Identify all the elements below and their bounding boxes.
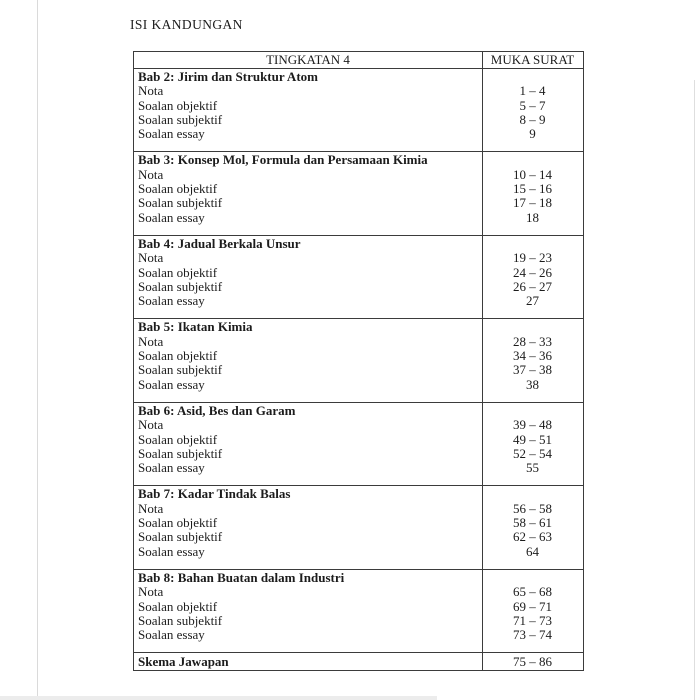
- section-title-row: [134, 404, 583, 418]
- row-label: Nota: [138, 83, 164, 99]
- row-pages: 39 – 48: [513, 417, 552, 433]
- column-header-tingkatan-4: TINGKATAN 4: [266, 52, 350, 67]
- section-title-row: [134, 487, 583, 501]
- row-label: Nota: [138, 250, 164, 266]
- row-pages: 37 – 38: [513, 362, 552, 378]
- toc-row: [134, 418, 583, 432]
- toc-section: [134, 403, 583, 486]
- row-pages: 17 – 18: [513, 195, 552, 211]
- row-label: Soalan subjektif: [138, 362, 223, 378]
- toc-row: [134, 266, 583, 280]
- toc-section: [134, 653, 583, 670]
- row-pages: 64: [526, 543, 539, 559]
- scan-artifact-bottom: [0, 696, 437, 700]
- page-edge-line-left: [37, 0, 38, 700]
- row-label: Soalan subjektif: [138, 529, 223, 545]
- row-label: Nota: [138, 500, 164, 516]
- row-pages: 24 – 26: [513, 264, 552, 280]
- section-title-pages: [482, 404, 583, 418]
- row-pages: 56 – 58: [513, 500, 552, 516]
- section-title-pages: 75 – 86: [513, 654, 552, 670]
- toc-row: [134, 545, 583, 559]
- row-pages: 69 – 71: [513, 598, 552, 614]
- toc-row: [134, 433, 583, 447]
- toc-row: [134, 628, 583, 642]
- section-title: Bab 2: Jirim dan Struktur Atom: [138, 69, 318, 84]
- toc-row: [134, 349, 583, 363]
- section-title-row: [134, 571, 583, 585]
- row-label: Soalan subjektif: [138, 612, 223, 628]
- row-pages: 28 – 33: [513, 333, 552, 349]
- row-pages: 38: [526, 376, 539, 392]
- row-pages: 52 – 54: [513, 445, 552, 461]
- row-pages: 27: [526, 293, 539, 309]
- row-label: Soalan objektif: [138, 431, 218, 447]
- column-header-muka-surat: MUKA SURAT: [490, 52, 575, 67]
- row-pages: 49 – 51: [513, 431, 552, 447]
- row-label: Soalan essay: [138, 293, 205, 309]
- section-title-row: [134, 320, 583, 334]
- toc-row: [134, 182, 583, 196]
- toc-row: [134, 211, 583, 225]
- toc-section: [134, 319, 583, 402]
- row-label: Soalan essay: [138, 376, 205, 392]
- row-pages: 55: [526, 460, 539, 476]
- row-label: Soalan subjektif: [138, 278, 223, 294]
- row-label: Soalan objektif: [138, 97, 218, 113]
- section-title-pages: [482, 70, 583, 84]
- toc-row: [134, 113, 583, 127]
- toc-row: [134, 280, 583, 294]
- section-title: Bab 7: Kadar Tindak Balas: [138, 486, 291, 502]
- row-label: Nota: [138, 166, 164, 182]
- toc-table: [133, 51, 584, 671]
- section-title-pages: [482, 237, 583, 251]
- toc-row: [134, 99, 583, 113]
- row-label: Soalan subjektif: [138, 195, 223, 211]
- toc-row: [134, 447, 583, 461]
- section-title-pages: [482, 487, 583, 501]
- section-title-row: [134, 153, 583, 167]
- row-pages: 65 – 68: [513, 584, 552, 600]
- toc-row: [134, 530, 583, 544]
- row-pages: 15 – 16: [513, 181, 552, 197]
- toc-sections: [134, 69, 583, 670]
- section-title-pages: [482, 571, 583, 585]
- row-pages: 62 – 63: [513, 529, 552, 545]
- row-label: Soalan subjektif: [138, 111, 223, 127]
- row-label: Soalan essay: [138, 543, 205, 559]
- toc-row: [134, 363, 583, 377]
- row-pages: 58 – 61: [513, 515, 552, 531]
- page-edge-line-right: [694, 80, 695, 700]
- row-pages: 5 – 7: [519, 97, 546, 113]
- section-title: Bab 3: Konsep Mol, Formula dan Persamaan Kimia: [138, 152, 428, 168]
- row-label: Nota: [138, 584, 164, 600]
- toc-row: [134, 294, 583, 308]
- toc-row: [134, 600, 583, 614]
- row-pages: 73 – 74: [513, 627, 552, 643]
- row-pages: 34 – 36: [513, 348, 552, 364]
- toc-row: [134, 196, 583, 210]
- section-title-row: [134, 653, 583, 670]
- row-label: Soalan essay: [138, 126, 205, 142]
- section-title: Bab 6: Asid, Bes dan Garam: [138, 402, 296, 418]
- row-label: Soalan objektif: [138, 515, 218, 531]
- row-pages: 19 – 23: [513, 250, 552, 266]
- row-pages: 9: [529, 126, 536, 142]
- toc-section: [134, 570, 583, 653]
- toc-row: [134, 127, 583, 141]
- row-label: Soalan subjektif: [138, 445, 223, 461]
- row-pages: 10 – 14: [513, 166, 552, 182]
- toc-section: [134, 486, 583, 569]
- toc-row: [134, 84, 583, 98]
- row-pages: 1 – 4: [519, 83, 546, 99]
- row-label: Soalan objektif: [138, 181, 218, 197]
- toc-row: [134, 461, 583, 475]
- row-pages: 18: [526, 209, 539, 225]
- section-title-pages: [482, 153, 583, 167]
- toc-row: [134, 378, 583, 392]
- section-title: Bab 4: Jadual Berkala Unsur: [138, 235, 301, 251]
- row-pages: 26 – 27: [513, 278, 552, 294]
- row-pages: 8 – 9: [519, 111, 546, 127]
- row-label: Soalan objektif: [138, 348, 218, 364]
- toc-section: [134, 236, 583, 319]
- row-label: Soalan essay: [138, 627, 205, 643]
- section-title: Skema Jawapan: [138, 654, 229, 670]
- toc-row: [134, 614, 583, 628]
- section-title-row: [134, 237, 583, 251]
- toc-section: [134, 69, 583, 152]
- row-label: Soalan objektif: [138, 598, 218, 614]
- row-pages: 71 – 73: [513, 612, 552, 628]
- section-title: Bab 5: Ikatan Kimia: [138, 319, 253, 335]
- table-header-row: [134, 52, 583, 69]
- toc-row: [134, 335, 583, 349]
- toc-row: [134, 585, 583, 599]
- section-title-pages: [482, 320, 583, 334]
- toc-row: [134, 502, 583, 516]
- toc-row: [134, 251, 583, 265]
- toc-section: [134, 152, 583, 235]
- section-title: Bab 8: Bahan Buatan dalam Industri: [138, 569, 345, 585]
- toc-row: [134, 516, 583, 530]
- row-label: Soalan essay: [138, 460, 205, 476]
- page-title: ISI KANDUNGAN: [130, 17, 243, 32]
- row-label: Nota: [138, 417, 164, 433]
- column-divider: [482, 52, 483, 670]
- section-title-row: [134, 70, 583, 84]
- toc-row: [134, 168, 583, 182]
- row-label: Nota: [138, 333, 164, 349]
- row-label: Soalan objektif: [138, 264, 218, 280]
- row-label: Soalan essay: [138, 209, 205, 225]
